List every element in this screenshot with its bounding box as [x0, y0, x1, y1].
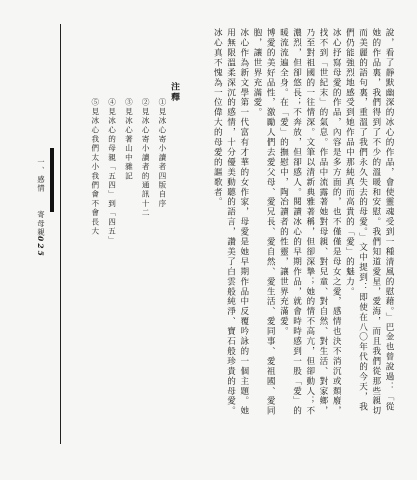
note-item: ①見冰心寄小讀者四版自序 [157, 98, 167, 209]
main-text [210, 28, 395, 418]
margin-rule [60, 24, 61, 444]
paragraph: 冰心抒寫母愛的作品，內容是多方面的，也不僅僅是母女之愛，感情也決不消沉或頹廢，找不到「世紀末」的氣息。作品中流露著她對母親、對兒童、對自然、對生活、對家鄉，乃至對祖國的一往情深。文筆以清新典雅著稱，但卻深摯；她的情不高亢，但卻動人；不濃烈，但卻悠長；不奔放，但卻感人。閱讀冰心的早期作品，就會時時感到一股「愛」的暖流流遍全身。在「愛」的撫慰中，陶冶讀者的性靈，讓世界充滿愛。 [278, 28, 342, 417]
notes-title: 注釋 [169, 82, 179, 103]
note-item: ②見冰心寄小讀者的通訊十二 [141, 98, 151, 218]
section-marker [50, 148, 54, 212]
paragraph: 博愛的美好品性，激勵人們去愛父母、愛兄長、愛自然、愛生活、愛同事、愛祖國、愛同胞，讓世界充滿愛。 [251, 28, 276, 417]
paragraph: 說，看了靜默幽深的冰心的作品，會使靈魂受到一種清風的慰藉。」巴金也曾說過：「從她的作品裏，我們得到了不少的溫暖和安慰。我們知道愛星，愛海，而且我們從那些親切而美麗的語句裏，重溫了我們永久失去的母愛。」文中提到：即使在八〇年代的今天，我們仍能強烈地感受到她作品中那純真而高貴的「愛」的魅力。 [344, 28, 394, 417]
notes-list [86, 98, 170, 248]
note-item: ⑤見冰心我們太小我們會不會長大 [90, 98, 100, 236]
running-head: 一、感情 寄母親 [37, 158, 46, 238]
note-item: ③見冰心著山中雜記 [124, 98, 134, 181]
page-number: 025 [36, 236, 45, 259]
note-item: ④見冰心的母親「五四」到「四五」 [107, 98, 117, 246]
paragraph: 冰心作為新文學第一代富有才華的女作家，母愛是她早期作品中反覆吟詠的一個主題。她用無限溫柔深沉的感情，十分優美動聽的語言，讚美了白雲般純淨、寶石般珍貴的母愛。冰心真不愧為一位偉大的母愛的謳歌者。 [212, 28, 249, 417]
